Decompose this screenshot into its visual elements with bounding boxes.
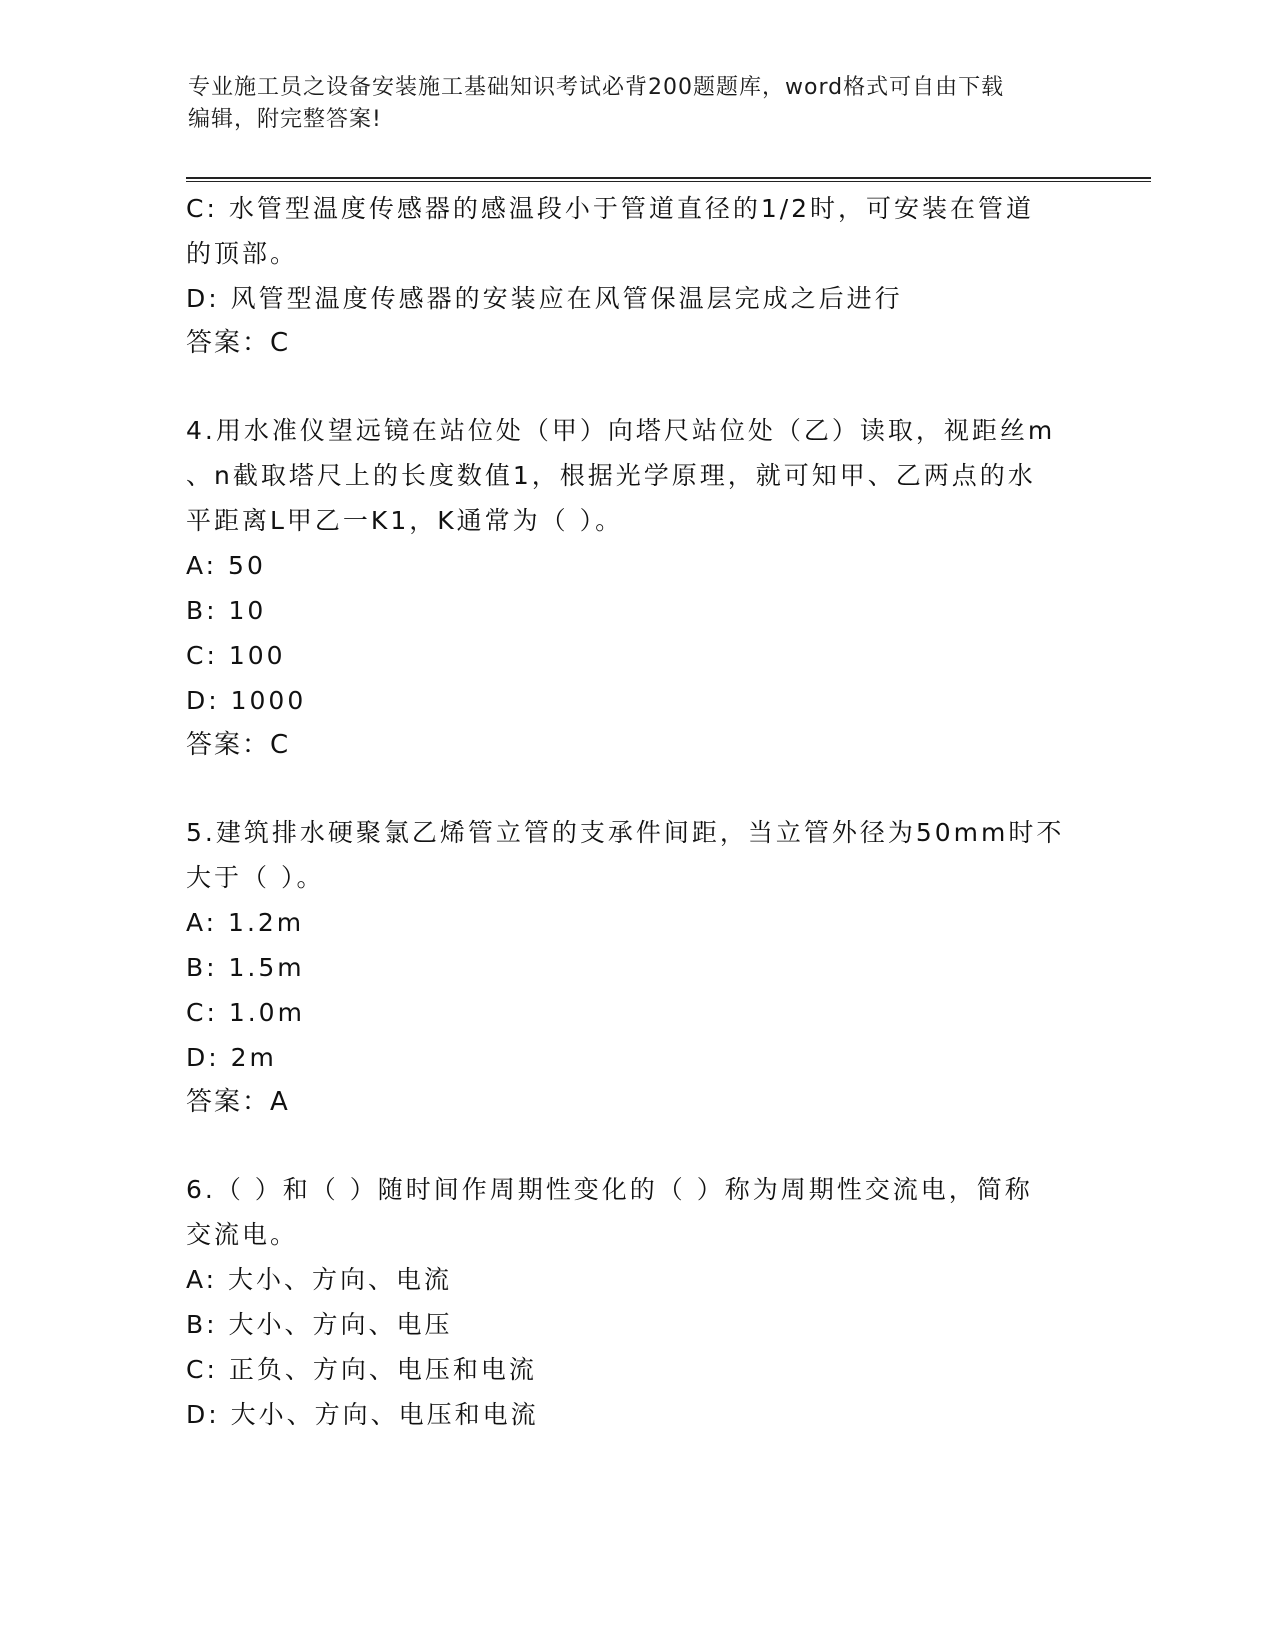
document-body: [186, 186, 1086, 1437]
option-a: A: 大小、方向、电流: [186, 1265, 453, 1294]
spacer: [186, 768, 1086, 810]
option-c: C: 正负、方向、电压和电流: [186, 1355, 537, 1384]
option-b: B: 1.5m: [186, 953, 305, 982]
option-b: B: 大小、方向、电压: [186, 1310, 453, 1339]
option-d: D: 大小、方向、电压和电流: [186, 1400, 539, 1429]
question-stem-continued: 、n截取塔尺上的长度数值1，根据光学原理，就可知甲、乙两点的水: [186, 461, 1036, 490]
option-b: B: 10: [186, 596, 267, 625]
spacer: [186, 366, 1086, 408]
option-c: C: 1.0m: [186, 998, 305, 1027]
question-stem-continued: 交流电。: [186, 1220, 299, 1249]
answer: 答案：C: [186, 730, 291, 760]
option-c: C: 100: [186, 641, 286, 670]
question-stem-continued: 平距离L甲乙一K1，K通常为（ ）。: [186, 506, 624, 535]
question-3-tail: [186, 186, 1086, 366]
option-a: A: 1.2m: [186, 908, 305, 937]
answer: 答案：C: [186, 328, 291, 358]
option-d: D: 1000: [186, 686, 307, 715]
question-stem: 4.用水准仪望远镜在站位处（甲）向塔尺站位处（乙）读取，视距丝m: [186, 416, 1056, 445]
question-4: [186, 408, 1086, 768]
question-5: [186, 810, 1086, 1125]
page-header: [188, 72, 1088, 136]
question-stem-continued: 大于（ ）。: [186, 863, 325, 892]
option-c: C: 水管型温度传感器的感温段小于管道直径的1/2时，可安装在管道: [186, 194, 1035, 223]
option-a: A: 50: [186, 551, 266, 580]
option-c-continued: 的顶部。: [186, 239, 299, 268]
question-stem: 6.（ ）和（ ）随时间作周期性变化的（ ）称为周期性交流电，简称: [186, 1175, 1033, 1204]
header-divider: [186, 177, 1151, 182]
option-d: D: 风管型温度传感器的安装应在风管保温层完成之后进行: [186, 284, 903, 313]
header-title-line2: 编辑，附完整答案!: [188, 107, 382, 132]
option-d: D: 2m: [186, 1043, 277, 1072]
header-title-line1: 专业施工员之设备安装施工基础知识考试必背200题题库，word格式可自由下载: [188, 75, 1005, 100]
question-stem: 5.建筑排水硬聚氯乙烯管立管的支承件间距，当立管外径为50mm时不: [186, 818, 1065, 847]
answer: 答案：A: [186, 1087, 290, 1117]
question-6: [186, 1167, 1086, 1437]
spacer: [186, 1125, 1086, 1167]
